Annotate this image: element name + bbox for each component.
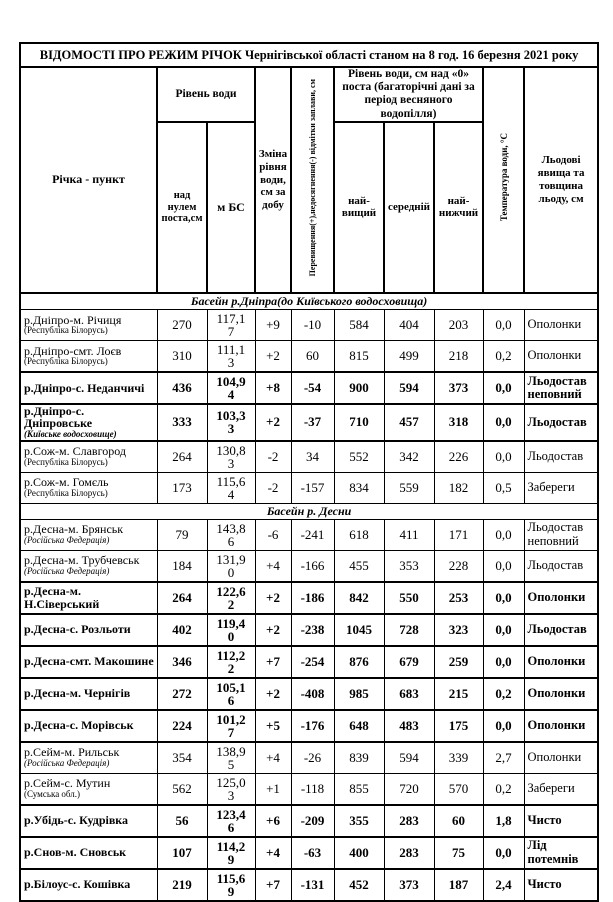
level-mbs-cell (207, 773, 255, 805)
historic-average-cell: 342 (384, 441, 434, 473)
historic-average-cell: 373 (384, 869, 434, 901)
level-above-zero-cell: 354 (157, 742, 207, 774)
mbs-value: 111,13 (216, 341, 246, 370)
mbs-value: 131,90 (216, 551, 246, 580)
col-header-historic-range-group: Рівень води, см над «0» поста (багаторічні дані за період весняного водопілля) (334, 67, 483, 122)
floodplain-delta-cell: -176 (291, 710, 334, 742)
floodplain-delta-cell: -209 (291, 805, 334, 837)
mbs-value: 119,40 (216, 615, 246, 644)
river-point-cell (20, 472, 157, 503)
temperature-vertical-label: Температура води, °С (498, 133, 509, 222)
level-change-cell: -2 (255, 472, 291, 503)
water-temperature-cell: 2,4 (483, 869, 524, 901)
river-name: р.Сож-м. Гомєль (24, 475, 109, 490)
river-name: р.Десна-м. Н.Сіверський (24, 583, 100, 611)
historic-average-cell: 559 (384, 472, 434, 503)
ice-phenomena-cell: Ополонки (524, 646, 598, 678)
historic-highest-cell: 452 (334, 869, 384, 901)
level-above-zero-cell: 562 (157, 773, 207, 805)
historic-highest-cell: 839 (334, 742, 384, 774)
floodplain-delta-cell: -54 (291, 372, 334, 404)
river-point-cell (20, 869, 157, 901)
level-change-cell: -2 (255, 441, 291, 473)
level-mbs-cell (207, 472, 255, 503)
river-note: (Сумська обл.) (24, 789, 81, 800)
level-mbs-cell (207, 646, 255, 678)
river-name: р.Десна-с. Морівськ (24, 718, 134, 733)
historic-highest-cell: 855 (334, 773, 384, 805)
table-row (20, 773, 598, 805)
floodplain-delta-cell: 34 (291, 441, 334, 473)
historic-highest-cell: 985 (334, 678, 384, 710)
header-row-groups (20, 67, 598, 122)
level-mbs-cell (207, 340, 255, 372)
historic-lowest-cell: 253 (434, 582, 483, 614)
historic-average-cell: 457 (384, 404, 434, 441)
mbs-value: 114,29 (216, 838, 246, 867)
river-point-cell (20, 742, 157, 774)
level-change-cell: -6 (255, 519, 291, 550)
table-row (20, 805, 598, 837)
river-name: р.Десна-м. Брянськ (24, 522, 124, 537)
table-row (20, 441, 598, 473)
river-point-cell (20, 837, 157, 869)
col-header-river-point: Річка - пункт (20, 67, 157, 293)
historic-highest-cell: 552 (334, 441, 384, 473)
level-above-zero-cell: 270 (157, 309, 207, 340)
river-note: (Російська Федерація) (24, 758, 110, 769)
river-point-cell (20, 441, 157, 473)
river-name: р.Сейм-с. Мутин (24, 776, 111, 791)
ice-phenomena-cell: Ополонки (524, 678, 598, 710)
level-mbs-cell (207, 441, 255, 473)
historic-lowest-cell: 215 (434, 678, 483, 710)
ice-phenomena-cell: Льодостав (524, 614, 598, 646)
water-temperature-cell: 0,0 (483, 404, 524, 441)
mbs-value: 117,17 (216, 310, 246, 339)
river-name: р.Десна-смт. Макошине (24, 654, 154, 669)
table-row (20, 404, 598, 441)
mbs-value: 105,16 (216, 679, 246, 708)
historic-average-cell: 720 (384, 773, 434, 805)
water-temperature-cell: 0,2 (483, 773, 524, 805)
ice-phenomena-cell: Чисто (524, 869, 598, 901)
basin-section-row (20, 293, 598, 310)
historic-lowest-cell: 175 (434, 710, 483, 742)
ice-phenomena-cell: Льодостав неповний (524, 372, 598, 404)
river-point-cell (20, 550, 157, 582)
basin-section-label: Басейн р.Дніпра(до Київського водосховища) (20, 293, 598, 310)
historic-average-cell: 283 (384, 805, 434, 837)
historic-average-cell: 550 (384, 582, 434, 614)
river-point-cell (20, 805, 157, 837)
river-name: р.Дніпро-м. Річиця (24, 312, 122, 327)
historic-lowest-cell: 226 (434, 441, 483, 473)
col-header-average: середній (384, 122, 434, 293)
ice-phenomena-cell: Ополонки (524, 582, 598, 614)
floodplain-delta-cell: -37 (291, 404, 334, 441)
level-above-zero-cell: 79 (157, 519, 207, 550)
historic-highest-cell: 400 (334, 837, 384, 869)
ice-phenomena-cell: Чисто (524, 805, 598, 837)
mbs-value: 115,69 (216, 870, 246, 899)
river-name: р.Десна-м. Чернігів (24, 686, 131, 701)
table-row (20, 678, 598, 710)
ice-phenomena-cell: Льодостав (524, 550, 598, 582)
historic-average-cell: 683 (384, 678, 434, 710)
level-mbs-cell (207, 582, 255, 614)
river-name: р.Десна-с. Розльоти (24, 622, 131, 637)
mbs-value: 103,33 (216, 408, 246, 437)
level-above-zero-cell: 436 (157, 372, 207, 404)
ice-phenomena-cell: Льодостав (524, 404, 598, 441)
table-row (20, 309, 598, 340)
historic-highest-cell: 648 (334, 710, 384, 742)
table-row (20, 582, 598, 614)
river-note: (Київське водосховище) (24, 429, 117, 440)
mbs-value: 130,83 (216, 442, 246, 471)
table-row (20, 710, 598, 742)
water-temperature-cell: 0,0 (483, 646, 524, 678)
level-change-cell: +5 (255, 710, 291, 742)
river-point-cell (20, 404, 157, 441)
floodplain-delta-cell: -254 (291, 646, 334, 678)
river-point-cell (20, 710, 157, 742)
table-row (20, 372, 598, 404)
level-mbs-cell (207, 550, 255, 582)
col-header-water-level-group: Рівень води (157, 67, 255, 122)
historic-lowest-cell: 171 (434, 519, 483, 550)
level-above-zero-cell: 264 (157, 582, 207, 614)
col-header-m-bs: м БС (207, 122, 255, 293)
river-name: р.Дніпро-с. Дніпровське (24, 403, 93, 431)
mbs-value: 112,22 (216, 647, 246, 676)
river-name: р.Сейм-м. Рильськ (24, 745, 120, 760)
historic-lowest-cell: 323 (434, 614, 483, 646)
river-table-body (20, 293, 598, 901)
river-name: р.Убідь-с. Кудрівка (24, 813, 129, 828)
floodplain-delta-cell: -10 (291, 309, 334, 340)
historic-lowest-cell: 570 (434, 773, 483, 805)
level-above-zero-cell: 402 (157, 614, 207, 646)
basin-section-row (20, 503, 598, 519)
floodplain-delta-cell: -26 (291, 742, 334, 774)
water-temperature-cell: 0,0 (483, 710, 524, 742)
level-change-cell: +4 (255, 837, 291, 869)
historic-average-cell: 679 (384, 646, 434, 678)
col-header-water-temperature (483, 67, 524, 293)
historic-lowest-cell: 182 (434, 472, 483, 503)
level-change-cell: +2 (255, 614, 291, 646)
level-above-zero-cell: 224 (157, 710, 207, 742)
basin-section-label: Басейн р. Десни (20, 503, 598, 519)
historic-highest-cell: 876 (334, 646, 384, 678)
floodplain-delta-cell: -131 (291, 869, 334, 901)
col-header-highest: най-вищий (334, 122, 384, 293)
ice-phenomena-cell: Забереги (524, 472, 598, 503)
table-row (20, 646, 598, 678)
floodplain-vertical-label: Перевищення(+),недосягнення(-) відмітки заплави, см (308, 78, 317, 277)
historic-highest-cell: 618 (334, 519, 384, 550)
table-row (20, 550, 598, 582)
level-mbs-cell (207, 519, 255, 550)
mbs-value: 125,03 (216, 774, 246, 803)
mbs-value: 115,64 (216, 473, 246, 502)
level-change-cell: +2 (255, 340, 291, 372)
historic-highest-cell: 834 (334, 472, 384, 503)
floodplain-delta-cell: -166 (291, 550, 334, 582)
ice-phenomena-cell: Лід потемнів (524, 837, 598, 869)
col-header-ice-phenomena: Льодові явища та товщина льоду, см (524, 67, 598, 293)
title-row (20, 43, 598, 67)
historic-average-cell: 283 (384, 837, 434, 869)
col-header-floodplain-mark (291, 67, 334, 293)
floodplain-delta-cell: -241 (291, 519, 334, 550)
table-row (20, 742, 598, 774)
table-row (20, 472, 598, 503)
historic-average-cell: 728 (384, 614, 434, 646)
ice-phenomena-cell: Льодостав (524, 441, 598, 473)
mbs-value: 123,46 (216, 806, 246, 835)
col-header-lowest: най-нижчий (434, 122, 483, 293)
floodplain-delta-cell: 60 (291, 340, 334, 372)
historic-lowest-cell: 75 (434, 837, 483, 869)
historic-average-cell: 353 (384, 550, 434, 582)
historic-average-cell: 411 (384, 519, 434, 550)
water-temperature-cell: 0,0 (483, 582, 524, 614)
level-mbs-cell (207, 869, 255, 901)
historic-lowest-cell: 373 (434, 372, 483, 404)
level-change-cell: +7 (255, 646, 291, 678)
river-note: (Республіка Білорусь) (24, 356, 108, 367)
ice-phenomena-cell: Забереги (524, 773, 598, 805)
level-above-zero-cell: 346 (157, 646, 207, 678)
water-temperature-cell: 0,5 (483, 472, 524, 503)
level-mbs-cell (207, 805, 255, 837)
level-mbs-cell (207, 678, 255, 710)
historic-lowest-cell: 228 (434, 550, 483, 582)
level-above-zero-cell: 56 (157, 805, 207, 837)
mbs-value: 138,95 (216, 743, 246, 772)
floodplain-delta-cell: -238 (291, 614, 334, 646)
historic-highest-cell: 1045 (334, 614, 384, 646)
mbs-value: 104,94 (216, 373, 246, 402)
ice-phenomena-cell: Льодостав неповний (524, 519, 598, 550)
river-point-cell (20, 773, 157, 805)
historic-lowest-cell: 339 (434, 742, 483, 774)
level-change-cell: +4 (255, 550, 291, 582)
level-mbs-cell (207, 710, 255, 742)
river-point-cell (20, 309, 157, 340)
river-point-cell (20, 582, 157, 614)
historic-highest-cell: 355 (334, 805, 384, 837)
water-temperature-cell: 2,7 (483, 742, 524, 774)
historic-highest-cell: 842 (334, 582, 384, 614)
river-note: (Російська Федерація) (24, 535, 110, 546)
level-above-zero-cell: 272 (157, 678, 207, 710)
historic-lowest-cell: 259 (434, 646, 483, 678)
table-row (20, 837, 598, 869)
ice-phenomena-cell: Ополонки (524, 340, 598, 372)
floodplain-delta-cell: -408 (291, 678, 334, 710)
river-point-cell (20, 614, 157, 646)
level-change-cell: +2 (255, 404, 291, 441)
water-temperature-cell: 0,0 (483, 519, 524, 550)
historic-average-cell: 483 (384, 710, 434, 742)
water-temperature-cell: 0,0 (483, 372, 524, 404)
historic-highest-cell: 455 (334, 550, 384, 582)
level-change-cell: +9 (255, 309, 291, 340)
level-mbs-cell (207, 742, 255, 774)
river-name: р.Дніпро-смт. Лоєв (24, 343, 122, 358)
river-point-cell (20, 646, 157, 678)
river-name: р.Десна-м. Трубчевськ (24, 553, 140, 568)
level-change-cell: +8 (255, 372, 291, 404)
col-header-above-zero: над нулем поста,см (157, 122, 207, 293)
level-change-cell: +7 (255, 869, 291, 901)
river-point-cell (20, 372, 157, 404)
level-change-cell: +4 (255, 742, 291, 774)
floodplain-delta-cell: -157 (291, 472, 334, 503)
historic-highest-cell: 584 (334, 309, 384, 340)
river-note: (Російська Федерація) (24, 566, 110, 577)
water-temperature-cell: 0,0 (483, 614, 524, 646)
river-note: (Республіка Білорусь) (24, 457, 108, 468)
level-mbs-cell (207, 614, 255, 646)
river-name: р.Білоус-с. Кошівка (24, 877, 131, 892)
river-point-cell (20, 519, 157, 550)
bulletin-sheet (19, 42, 599, 902)
river-point-cell (20, 340, 157, 372)
level-above-zero-cell: 173 (157, 472, 207, 503)
floodplain-delta-cell: -186 (291, 582, 334, 614)
historic-lowest-cell: 318 (434, 404, 483, 441)
water-temperature-cell: 0,2 (483, 678, 524, 710)
water-temperature-cell: 1,8 (483, 805, 524, 837)
level-change-cell: +2 (255, 582, 291, 614)
floodplain-delta-cell: -118 (291, 773, 334, 805)
historic-average-cell: 594 (384, 742, 434, 774)
historic-highest-cell: 710 (334, 404, 384, 441)
level-mbs-cell (207, 309, 255, 340)
historic-highest-cell: 815 (334, 340, 384, 372)
level-above-zero-cell: 333 (157, 404, 207, 441)
water-temperature-cell: 0,0 (483, 441, 524, 473)
floodplain-delta-cell: -63 (291, 837, 334, 869)
river-note: (Республіка Білорусь) (24, 325, 108, 336)
level-above-zero-cell: 310 (157, 340, 207, 372)
ice-phenomena-cell: Ополонки (524, 742, 598, 774)
level-change-cell: +6 (255, 805, 291, 837)
table-row (20, 869, 598, 901)
ice-phenomena-cell: Ополонки (524, 309, 598, 340)
historic-highest-cell: 900 (334, 372, 384, 404)
historic-lowest-cell: 203 (434, 309, 483, 340)
river-note: (Республіка Білорусь) (24, 488, 108, 499)
river-name: р.Сож-м. Славгород (24, 444, 126, 459)
level-mbs-cell (207, 404, 255, 441)
page-title: ВІДОМОСТІ ПРО РЕЖИМ РІЧОК Чернігівської області станом на 8 год. 16 березня 2021 року (20, 43, 598, 67)
mbs-value: 122,62 (216, 583, 246, 612)
level-change-cell: +1 (255, 773, 291, 805)
level-mbs-cell (207, 837, 255, 869)
river-name: р.Дніпро-с. Неданчичі (24, 380, 145, 395)
historic-lowest-cell: 187 (434, 869, 483, 901)
water-temperature-cell: 0,0 (483, 837, 524, 869)
level-above-zero-cell: 184 (157, 550, 207, 582)
level-above-zero-cell: 107 (157, 837, 207, 869)
mbs-value: 101,27 (216, 711, 246, 740)
table-row (20, 519, 598, 550)
level-mbs-cell (207, 372, 255, 404)
level-above-zero-cell: 264 (157, 441, 207, 473)
water-temperature-cell: 0,0 (483, 309, 524, 340)
level-above-zero-cell: 219 (157, 869, 207, 901)
level-change-cell: +2 (255, 678, 291, 710)
historic-average-cell: 499 (384, 340, 434, 372)
water-temperature-cell: 0,0 (483, 550, 524, 582)
historic-average-cell: 404 (384, 309, 434, 340)
historic-lowest-cell: 60 (434, 805, 483, 837)
historic-average-cell: 594 (384, 372, 434, 404)
historic-lowest-cell: 218 (434, 340, 483, 372)
col-header-level-change: Зміна рівня води, см за добу (255, 67, 291, 293)
mbs-value: 143,86 (216, 520, 246, 549)
table-row (20, 614, 598, 646)
table-row (20, 340, 598, 372)
river-point-cell (20, 678, 157, 710)
water-temperature-cell: 0,2 (483, 340, 524, 372)
ice-phenomena-cell: Ополонки (524, 710, 598, 742)
river-name: р.Снов-м. Сновськ (24, 845, 127, 860)
river-regime-table (19, 42, 599, 902)
